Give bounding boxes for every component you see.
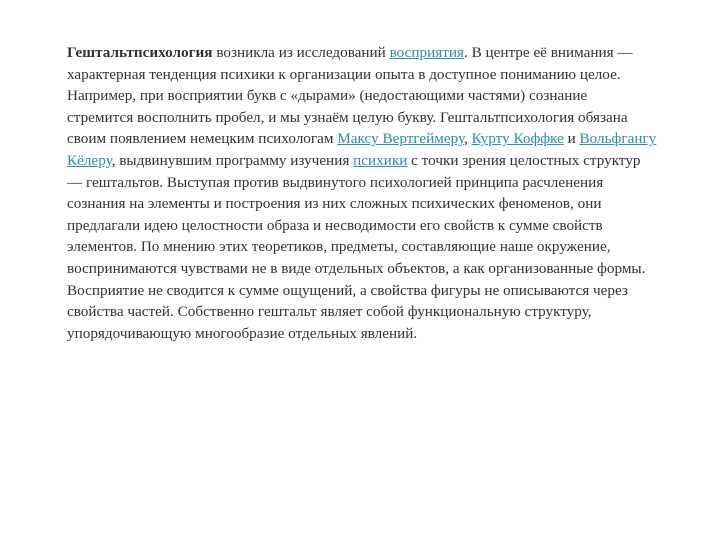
link-psyche[interactable]: психики xyxy=(353,151,408,169)
text-segment: , выдвинувшим программу изучения xyxy=(111,151,354,169)
term-gestalt-psychology: Гештальтпсихология xyxy=(67,44,213,61)
link-koffka[interactable]: Курту Коффке xyxy=(471,130,564,148)
text-segment: и xyxy=(563,130,580,148)
link-wertheimer[interactable]: Максу Вертгеймеру xyxy=(337,130,465,148)
text-segment: возникла из исследований xyxy=(212,44,390,61)
text-segment: , xyxy=(464,130,472,148)
link-perception[interactable]: восприятия xyxy=(389,44,464,61)
text-segment: с точки зрения целостных структур — гештальтов. Выступая против выдвинутого психологией принципа расчленения сознания на элементы и построения из них сложных психических феноменов, они предлагали идею целостности образа и несводимости его свойств к сумме свойств элементов. По мнению этих теоретиков, предметы, составляющие наше окружение, воспринимаются чувствами не в виде отдельных объектов, а как организованные формы. Восприятие не сводится к сумме ощущений, а свойства фигуры не описываются через свойства частей. Собственно гештальт являет собой функциональную структуру, упорядочивающую многообразие отдельных явлений. xyxy=(67,151,646,342)
paragraph xyxy=(67,42,657,344)
link-kohler[interactable]: Вольфгангу Кёлеру xyxy=(67,130,657,169)
text-segment: . В центре её внимания — характерная тенденция психики к организации опыта в доступное пониманию целое. Например, при восприятии букв с «дырами» (недостающими частями) сознание стремится восполнить пробел, и мы узнаём целую букву. Гештальтпсихология обязана своим появлением немецким психологам xyxy=(67,44,633,148)
